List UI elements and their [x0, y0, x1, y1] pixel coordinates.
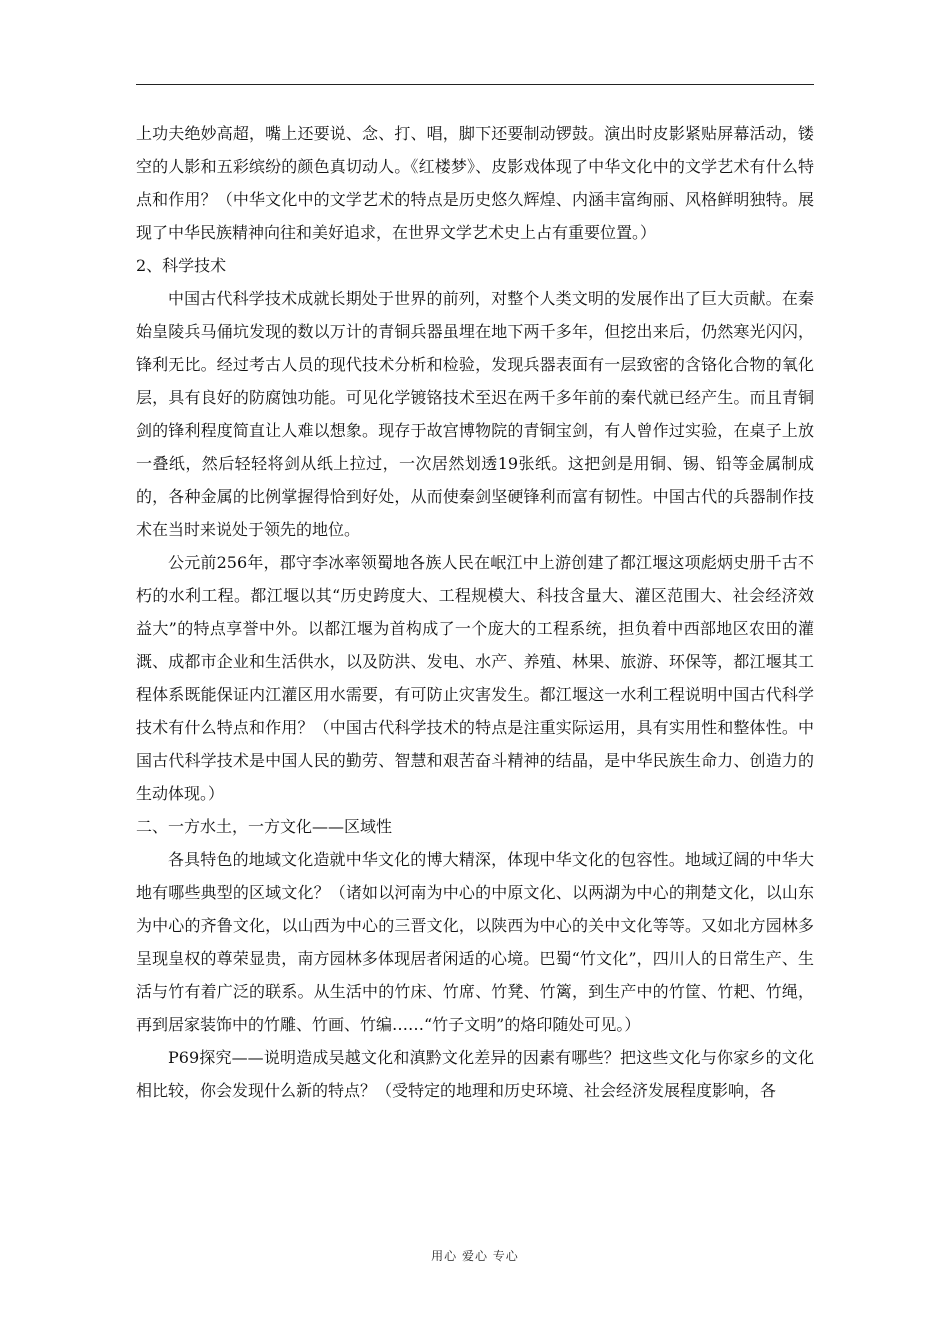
page-footer: 用心 爱心 专心: [431, 1249, 519, 1263]
header-rule: [136, 84, 814, 85]
paragraph-continued: 上功夫绝妙高超，嘴上还要说、念、打、唱，脚下还要制动锣鼓。演出时皮影紧贴屏幕活动，镂空的人影和五彩缤纷的颜色真切动人。《红楼梦》、皮影戏体现了中华文化中的文学艺术有什么特点和作用？（中华文化中的文学艺术的特点是历史悠久辉煌、内涵丰富绚丽、风格鲜明独特。展现了中华民族精神向往和美好追求，在世界文学艺术史上占有重要位置。）: [136, 124, 814, 242]
section-heading-science-technology: 2、科学技术: [136, 256, 227, 275]
document-body: [136, 117, 814, 1107]
section-heading-regional: 二、一方水土，一方文化——区域性: [136, 817, 393, 836]
paragraph-bronze-weapons: 中国古代科学技术成就长期处于世界的前列，对整个人类文明的发展作出了巨大贡献。在秦始皇陵兵马俑坑发现的数以万计的青铜兵器虽埋在地下两千多年，但挖出来后，仍然寒光闪闪，锋利无比。经过考古人员的现代技术分析和检验，发现兵器表面有一层致密的含铬化合物的氧化层，具有良好的防腐蚀功能。可见化学镀铬技术至迟在两千多年前的秦代就已经产生。而且青铜剑的锋利程度简直让人难以想象。现存于故宫博物院的青铜宝剑，有人曾作过实验，在桌子上放一叠纸，然后轻轻将剑从纸上拉过，一次居然划透19张纸。这把剑是用铜、锡、铅等金属制成的，各种金属的比例掌握得恰到好处，从而使秦剑坚硬锋利而富有韧性。中国古代的兵器制作技术在当时来说处于领先的地位。: [136, 289, 814, 539]
paragraph-regional-culture: 各具特色的地域文化造就中华文化的博大精深，体现中华文化的包容性。地域辽阔的中华大地有哪些典型的区域文化？（诸如以河南为中心的中原文化、以两湖为中心的荆楚文化，以山东为中心的齐鲁文化，以山西为中心的三晋文化，以陕西为中心的关中文化等等。又如北方园林多呈现皇权的尊荣显贵，南方园林多体现居者闲适的心境。巴蜀“竹文化”，四川人的日常生产、生活与竹有着广泛的联系。从生活中的竹床、竹席、竹凳、竹篱，到生产中的竹筐、竹耙、竹绳，再到居家装饰中的竹雕、竹画、竹编……“竹子文明”的烙印随处可见。）: [136, 850, 814, 1034]
paragraph-p69-inquiry: P69探究——说明造成吴越文化和滇黔文化差异的因素有哪些？把这些文化与你家乡的文化相比较，你会发现什么新的特点？（受特定的地理和历史环境、社会经济发展程度影响，各: [136, 1048, 814, 1100]
paragraph-dujiangyan: 公元前256年，郡守李冰率领蜀地各族人民在岷江中上游创建了都江堰这项彪炳史册千古不朽的水利工程。都江堰以其“历史跨度大、工程规模大、科技含量大、灌区范围大、社会经济效益大”的特点享誉中外。以都江堰为首构成了一个庞大的工程系统，担负着中西部地区农田的灌溉、成都市企业和生活供水，以及防洪、发电、水产、养殖、林果、旅游、环保等，都江堰其工程体系既能保证内江灌区用水需要，有可防止灾害发生。都江堰这一水利工程说明中国古代科学技术有什么特点和作用？（中国古代科学技术的特点是注重实际运用，具有实用性和整体性。中国古代科学技术是中国人民的勤劳、智慧和艰苦奋斗精神的结晶，是中华民族生命力、创造力的生动体现。）: [136, 553, 814, 803]
